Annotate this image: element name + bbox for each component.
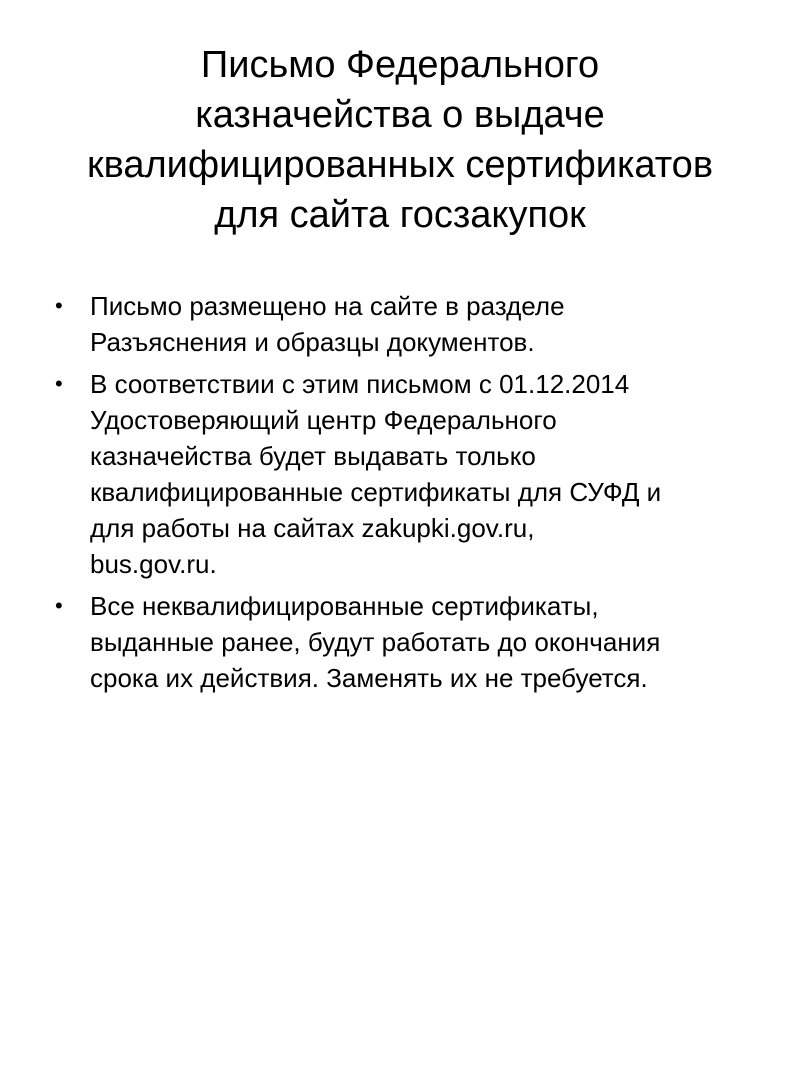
title-line: Письмо Федерального [200,44,600,86]
bullet-text-line: Разъяснения и образцы документов. [90,327,535,357]
bullet-text-line: выданные ранее, будут работать до окончания [90,627,661,657]
title-line: квалифицированных сертификатов [86,144,714,186]
bullet-text-line: для работы на сайтах zakupki.gov.ru, [90,513,535,543]
bullet-text-line: казначейства будет выдавать только [90,441,536,471]
title-line: для сайта госзакупок [214,194,586,236]
bullet-text-line: Все неквалифицированные сертификаты, [90,591,599,621]
bullet-text-line: Удостоверяющий центр Федерального [90,405,557,435]
bullet-marker-icon: • [55,593,63,618]
bullet-list [55,288,755,702]
bullet-item [55,366,755,582]
bullet-marker-icon: • [55,371,63,396]
bullet-text-line: срока их действия. Заменять их не требуется. [90,663,648,693]
bullet-item [55,288,755,360]
bullet-text-line: bus.gov.ru. [90,549,217,579]
bullet-text-line: В соответствии с этим письмом с 01.12.2014 [90,369,630,399]
bullet-item [55,588,755,696]
title-line: казначейства о выдаче [195,94,605,136]
bullet-text-line: квалифицированные сертификаты для СУФД и [90,477,662,507]
bullet-marker-icon: • [55,293,63,318]
bullet-text-line: Письмо размещено на сайте в разделе [90,291,565,321]
slide-title [40,40,760,240]
